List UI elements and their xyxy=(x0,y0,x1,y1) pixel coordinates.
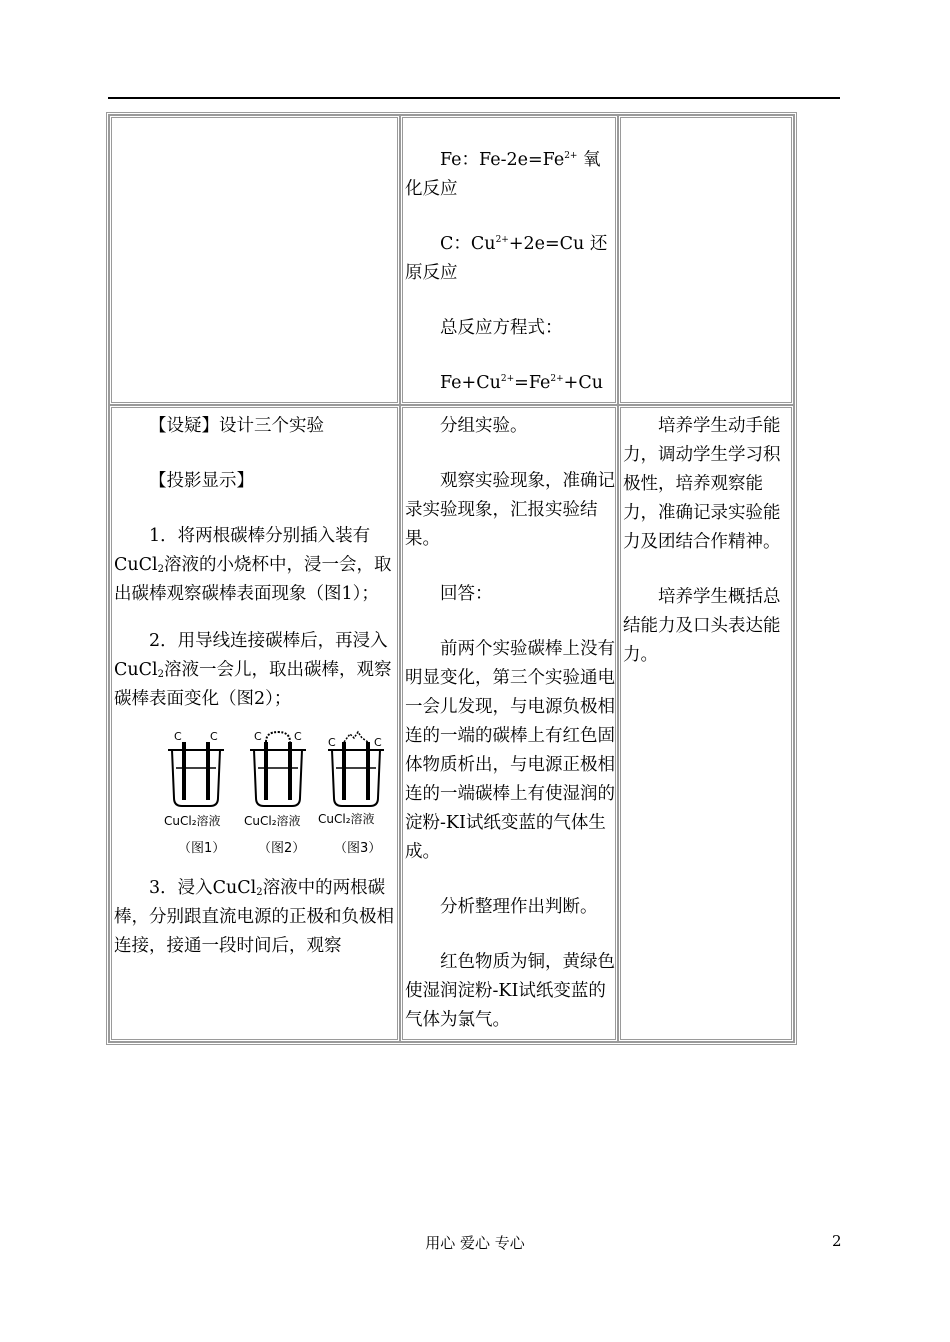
total-reaction-equation: $Fe+Cu^{2+}=Fe^{2+}+Cu$ xyxy=(440,373,603,393)
page-number: 2 xyxy=(832,1232,842,1250)
group-experiment: 分组实验。 xyxy=(440,416,528,436)
row2-col2-cell xyxy=(400,405,618,1042)
experiment-figures xyxy=(114,730,397,860)
figure-caption: （图2） xyxy=(258,841,306,856)
anode-reaction: Fe：$Fe-2e=Fe^{2+}$ 氧化反应 xyxy=(405,150,601,199)
beaker-diagrams xyxy=(160,730,400,860)
solution-label: CuCl₂溶液 xyxy=(318,812,375,826)
experiment-2: 2．用导线连接碳棒后，再浸入CuCl$_2$溶液一会儿，取出碳棒，观察碳棒表面变化（图2）； xyxy=(114,631,392,709)
cathode-reaction: C：$Cu^{2+}+2e=Cu$ 还原反应 xyxy=(405,234,608,283)
electrode-label: C xyxy=(254,730,262,743)
electrode-label: C xyxy=(294,730,302,743)
electrode-label: C xyxy=(374,736,382,749)
electrode-label: C xyxy=(328,736,336,749)
teaching-goal-2: 培养学生概括总结能力及口头表达能力。 xyxy=(623,587,781,665)
analyze-text: 分析整理作出判断。 xyxy=(440,897,598,917)
observe-text: 观察实验现象，准确记录实验现象，汇报实验结果。 xyxy=(405,471,615,549)
header-rule xyxy=(108,97,840,99)
solution-label: CuCl₂溶液 xyxy=(244,814,301,828)
electrode-label: C xyxy=(210,730,218,743)
row2-col3-cell xyxy=(618,405,794,1042)
teaching-goal-1: 培养学生动手能力，调动学生学习积极性，培养观察能力，准确记录实验能力及团结合作精神。 xyxy=(623,416,781,552)
result-text: 前两个实验碳棒上没有明显变化，第三个实验通电一会儿发现，与电源负极相连的一端的碳棒上有红色固体物质析出，与电源正极相连的一端碳棒上有使湿润的淀粉-KI试纸变蓝的气体生成。 xyxy=(405,639,615,862)
experiment-3: 3．浸入CuCl$_2$溶液中的两根碳棒，分别跟直流电源的正极和负极相连接，接通一段时间后，观察 xyxy=(114,878,394,956)
experiment-1: 1．将两根碳棒分别插入装有CuCl$_2$溶液的小烧杯中，浸一会，取出碳棒观察碳棒表面现象（图1）； xyxy=(114,526,392,604)
table-row xyxy=(109,115,794,405)
figure-caption: （图1） xyxy=(178,841,226,856)
lesson-table xyxy=(106,112,797,1045)
figure-caption: （图3） xyxy=(334,841,382,856)
figure-3 xyxy=(318,732,384,856)
table-row xyxy=(109,405,794,1042)
electrode-label: C xyxy=(174,730,182,743)
figure-1 xyxy=(164,730,225,856)
footer-slogan: 用心 爱心 专心 xyxy=(425,1234,525,1252)
question-text: 【设疑】设计三个实验 xyxy=(149,416,324,436)
solution-label: CuCl₂溶液 xyxy=(164,814,221,828)
answer-label: 回答： xyxy=(440,584,493,604)
projection-heading: 【投影显示】 xyxy=(149,471,254,491)
figure-2 xyxy=(244,730,306,856)
row1-col1-cell xyxy=(109,115,400,405)
row2-col1-cell xyxy=(109,405,400,1042)
row1-col2-cell xyxy=(400,115,618,405)
total-reaction-label: 总反应方程式： xyxy=(440,318,563,338)
row1-col3-cell xyxy=(618,115,794,405)
conclusion-text: 红色物质为铜，黄绿色使湿润淀粉-KI试纸变蓝的气体为氯气。 xyxy=(405,952,615,1030)
